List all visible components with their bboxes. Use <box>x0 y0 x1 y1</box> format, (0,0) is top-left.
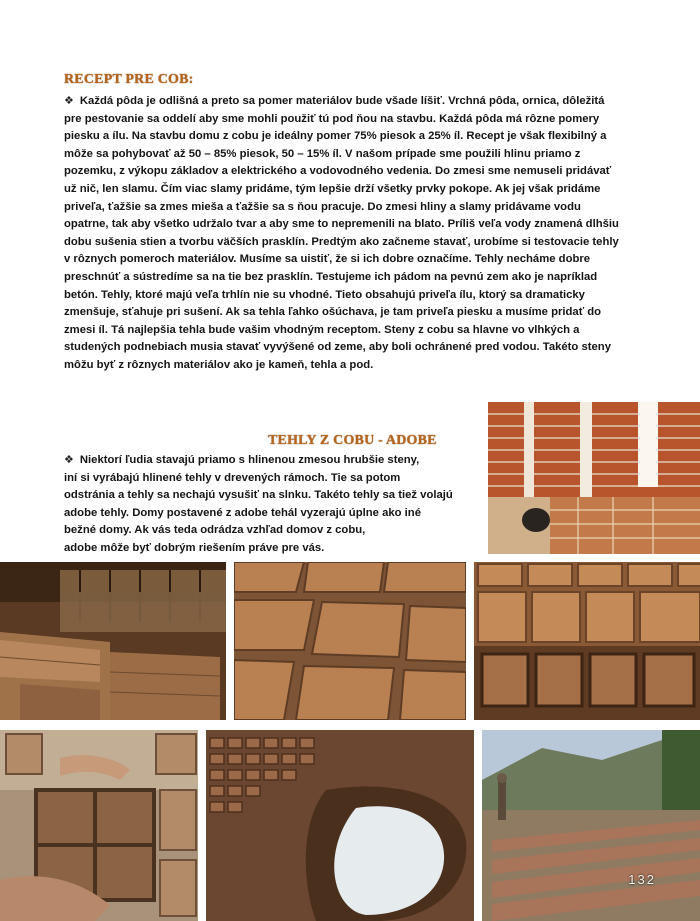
adobe-wall-photo <box>488 402 700 554</box>
brick-rows-photo <box>234 562 466 720</box>
adobe-line: odstránia a tehly sa nechajú vysušiť na slnku. Takéto tehly sa tiež volajú <box>64 489 453 502</box>
diamond-bullet-icon: ❖ <box>64 95 74 107</box>
recipe-text: Každá pôda je odlišná a preto sa pomer materiálov bude všade líšiť. Vrchná pôda, ornica, dôležitá pre pestovanie sa oddelí aby sme mohli použiť tú pod ňou na stavbu. Každá pôda má rôzne pomery piesku a ílu. Na stavbu domu z cobu je ideálny pomer 75% piesok a 25% íl. Recept je však flexibilný a môže sa pohybovať až 50 – 85% piesok, 50 – 15% íl. V našom prípade sme použili hlinu priamo z pozemku, z výkopu základov a elektrického a vodovodného vedenia. Do zmesi sme nemuseli pridávať už nič, len slamu. Čím viac slamy pridáme, tým lepšie drží všetky prvky pokope. Ak jej však pridáme priveľa, ťažšie sa zmes mieša a ťažšie sa s ňou pracuje. Do zmesi hliny a slamy pridávame vodu opatrne, tak aby všetko udržalo tvar a aby sme to nepremenili na blato. Príliš veľa vody znamená dlhšiu dobu sušenia stien a tvorbu väčších prasklín. Predtým ako začneme stavať, urobíme si testovacie tehly v rôznych pomeroch materiálov. Musíme sa uistiť, že si ich dobre označíme. Tehly necháme dobre preschnúť a sústredíme sa na tie bez prasklín. Testujeme ich pádom na pevnú zem ako je napríklad betón. Tehly, ktoré majú veľa trhlín nie su vhodné. Tieto obsahujú priveľa ílu, ktorý sa dramaticky zmenšuje, sťahuje pri sušení. Ak sa tehla ľahko ošúchava, je tam priveľa piesku a musíme pridať do zmesi íl. Tá najlepšia tehla bude vašim vhodným receptom. Steny z cobu sa hlavne vo vlhkých a studených podnebiach musia stavať vyvýšené od zeme, aby boli ochránené pred vodou. Takéto steny môžu byť z rôznych materiálov ako je kameň, tehla a pod. <box>64 95 619 371</box>
page-number: 132 <box>628 872 656 887</box>
adobe-line: iní si vyrábajú hlinené tehly v drevených rámoch. Tie sa potom <box>64 471 401 484</box>
field-drying-photo <box>482 730 700 921</box>
hands-mold-photo <box>0 730 198 921</box>
diamond-bullet-icon: ❖ <box>64 454 74 466</box>
section-heading-recipe: RECEPT PRE COB: <box>64 72 194 87</box>
recipe-paragraph <box>64 93 620 375</box>
brick-machine-photo <box>0 562 226 720</box>
adobe-line: bežné domy. Ak vás teda odrádza vzhľad domov z cobu, <box>64 524 366 537</box>
mud-pit-photo <box>206 730 474 921</box>
section-heading-adobe: TEHLY Z COBU - ADOBE <box>268 433 437 448</box>
adobe-line: adobe tehly. Domy postavené z adobe tehál vyzerajú úplne ako iné <box>64 506 421 519</box>
adobe-line: ❖ Niektorí ľudia stavajú priamo s hlinenou zmesou hrubšie steny, <box>64 454 420 466</box>
brick-molds-photo <box>474 562 700 720</box>
adobe-paragraph <box>64 452 484 558</box>
adobe-line: adobe môže byť dobrým riešením práve pre vás. <box>64 541 325 554</box>
